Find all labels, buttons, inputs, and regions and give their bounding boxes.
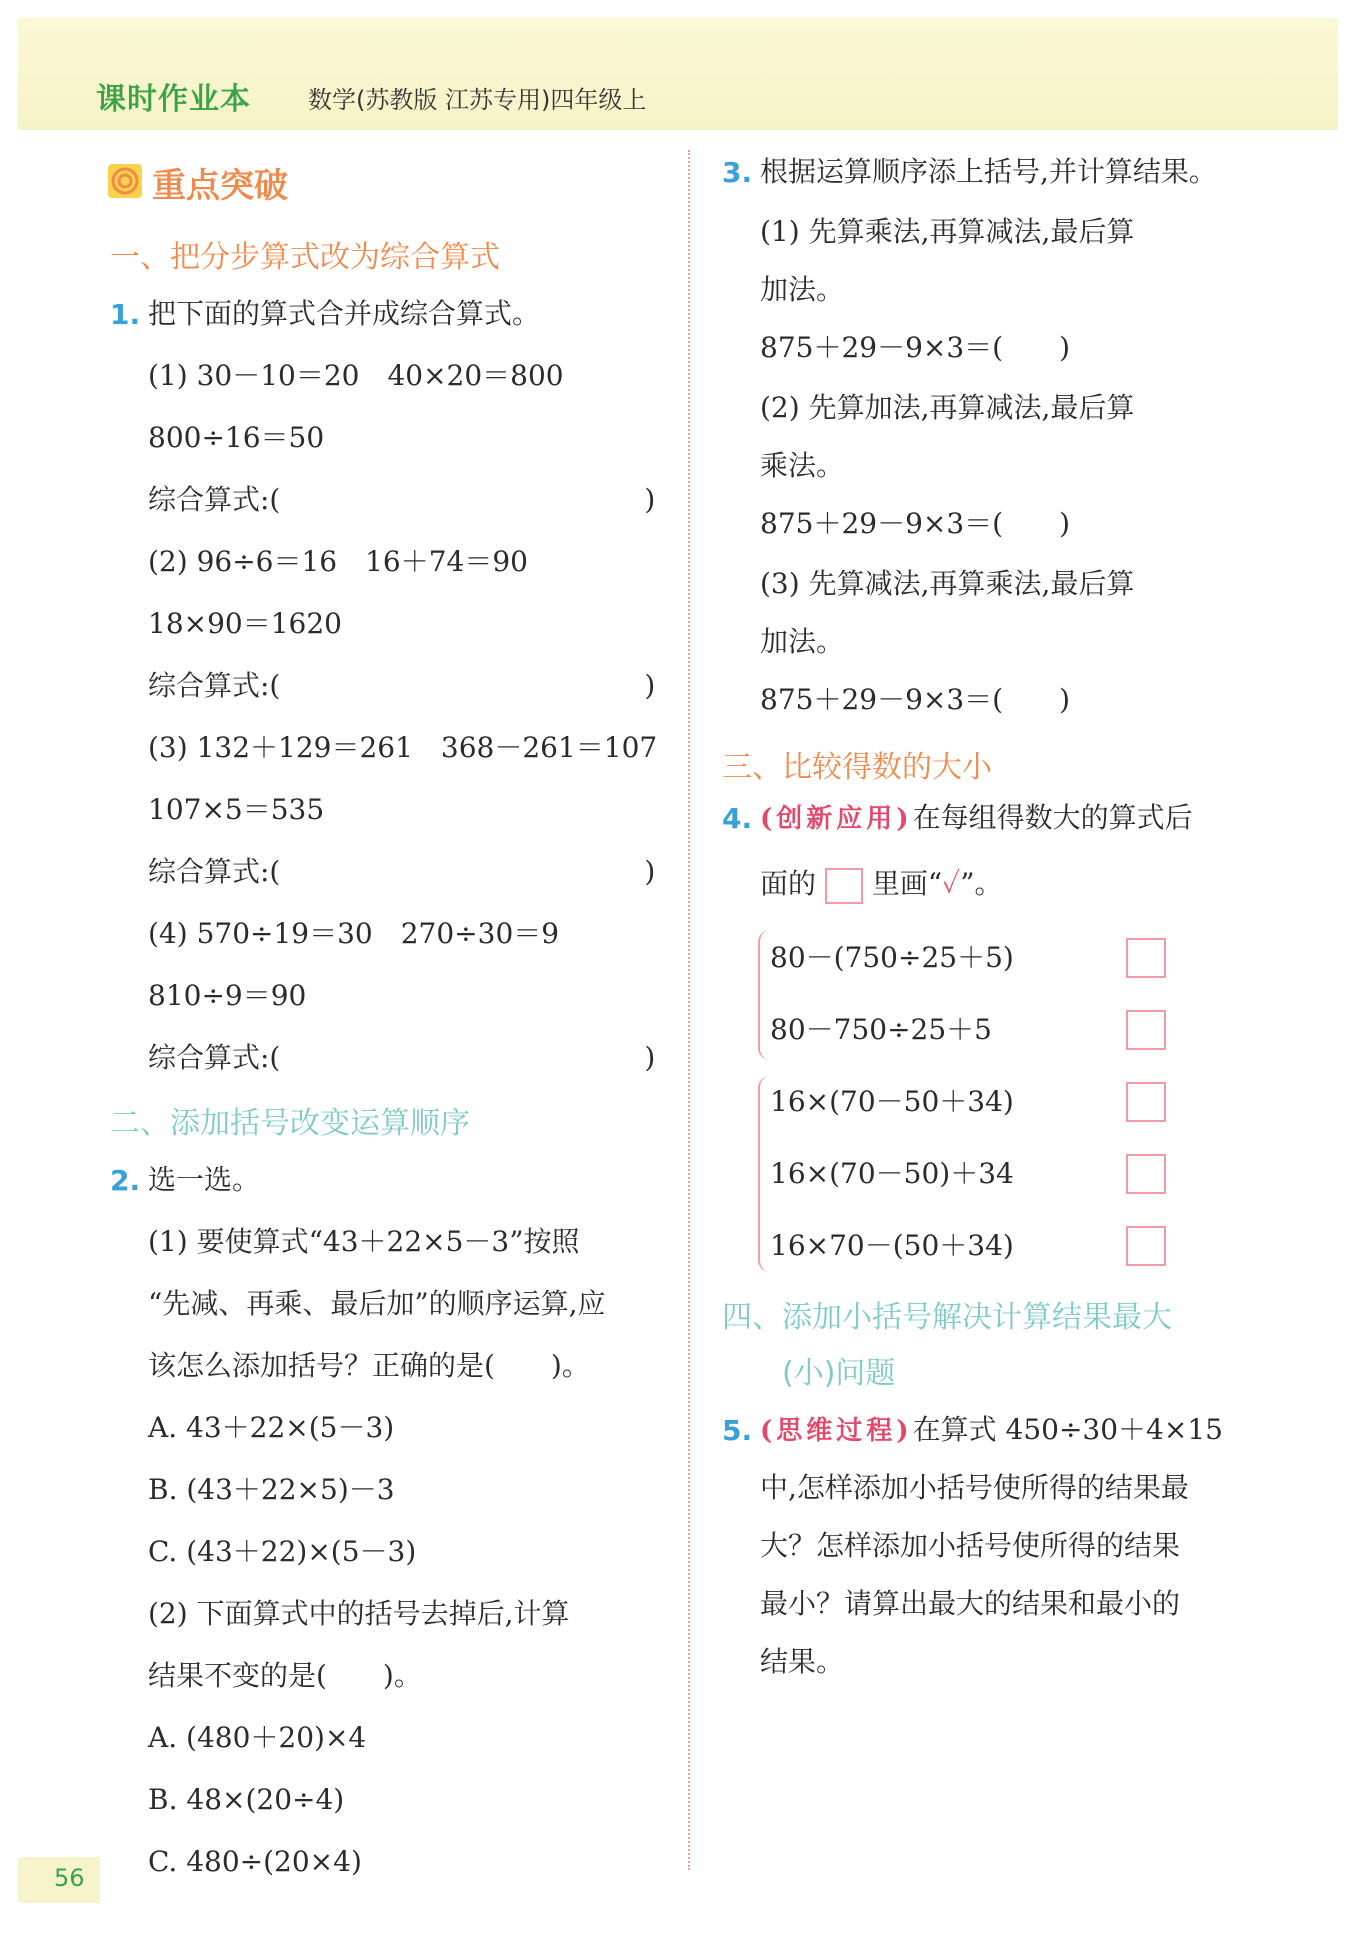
book-subtitle: 数学(苏教版 江苏专用)四年级上 (308, 86, 647, 114)
q2-prompt: 选一选。 (148, 1163, 261, 1196)
q2-sub2-option-c: C. 480÷(20×4) (148, 1845, 362, 1878)
q1-item2-line2: 18×90＝1620 (148, 607, 342, 640)
q3-item3-line2: 加法。 (760, 625, 845, 658)
q1-item4-line2: 810÷9＝90 (148, 979, 307, 1012)
q4-number: 4. (722, 802, 753, 835)
q5-line2: 中,怎样添加小括号使所得的结果最 (760, 1471, 1189, 1504)
q4-group2-expr2: 16×(70－50)＋34 (770, 1157, 1014, 1190)
column-divider (688, 150, 690, 1870)
section-heading: 重点突破 (152, 166, 288, 206)
q4-group2-box2[interactable] (1126, 1154, 1166, 1194)
q1-item4-answer: 综合算式:( ) (148, 1041, 656, 1074)
q5-tag: (思维过程) (760, 1416, 913, 1446)
q3-item2-expr: 875＋29－9×3＝( ) (760, 507, 1071, 540)
page-number: 56 (54, 1864, 85, 1892)
q5-number: 5. (722, 1414, 753, 1447)
q4-group2-expr1: 16×(70－50＋34) (770, 1085, 1014, 1118)
q4-prompt-line1 (760, 800, 1193, 837)
q2-sub1-line3: 该怎么添加括号？正确的是( )。 (148, 1349, 590, 1382)
q5-line1 (760, 1412, 1223, 1449)
part1-title: 一、把分步算式改为综合算式 (110, 240, 500, 275)
q4-group2-box3[interactable] (1126, 1226, 1166, 1266)
q2-sub1-option-a: A. 43＋22×(5－3) (148, 1411, 395, 1444)
target-icon (108, 164, 142, 198)
q2-sub2-option-b: B. 48×(20÷4) (148, 1783, 345, 1816)
q3-item3-expr: 875＋29－9×3＝( ) (760, 683, 1071, 716)
q3-item1-line2: 加法。 (760, 273, 845, 306)
part2-title: 二、添加括号改变运算顺序 (110, 1106, 470, 1141)
book-brand: 课时作业本 (96, 82, 251, 117)
part4-title-line1: 四、添加小括号解决计算结果最大 (722, 1300, 1172, 1335)
part4-title-line2: (小)问题 (782, 1356, 896, 1391)
part3-title: 三、比较得数的大小 (722, 750, 992, 785)
q3-item3-line1: (3) 先算减法,再算乘法,最后算 (760, 567, 1135, 600)
q3-item2-line2: 乘法。 (760, 449, 845, 482)
q1-item1-answer: 综合算式:( ) (148, 483, 656, 516)
q1-item3-line1: (3) 132＋129＝261 368－261＝107 (148, 731, 658, 764)
q4-group1-expr1: 80－(750÷25＋5) (770, 941, 1014, 974)
q1-item3-line2: 107×5＝535 (148, 793, 325, 826)
q4-prompt: 在每组得数大的算式后 (912, 801, 1193, 834)
q1-item4-line1: (4) 570÷19＝30 270÷30＝9 (148, 917, 560, 950)
q2-sub2-option-a: A. (480＋20)×4 (148, 1721, 367, 1754)
q4-group1-box1[interactable] (1126, 938, 1166, 978)
q1-item2-line1: (2) 96÷6＝16 16＋74＝90 (148, 545, 528, 578)
q1-prompt: 把下面的算式合并成综合算式。 (148, 297, 541, 330)
q2-sub1-line2: “先减、再乘、最后加”的顺序运算,应 (148, 1287, 606, 1320)
q4-prompt-line2 (760, 866, 1003, 904)
q2-sub1-option-c: C. (43＋22)×(5－3) (148, 1535, 417, 1568)
q1-item3-answer: 综合算式:( ) (148, 855, 656, 888)
q1-item2-answer: 综合算式:( ) (148, 669, 656, 702)
answer-box-sample (825, 868, 863, 904)
q1-item1-line1: (1) 30－10＝20 40×20＝800 (148, 359, 564, 392)
q3-number: 3. (722, 156, 753, 189)
q2-sub2-line2: 结果不变的是( )。 (148, 1659, 422, 1692)
q3-item1-line1: (1) 先算乘法,再算减法,最后算 (760, 215, 1135, 248)
q3-item1-expr: 875＋29－9×3＝( ) (760, 331, 1071, 364)
q4-text-b: 里画“ (871, 867, 943, 900)
q4-group2-expr3: 16×70－(50＋34) (770, 1229, 1014, 1262)
q4-group1-expr2: 80－750÷25＋5 (770, 1013, 992, 1046)
q1-number: 1. (110, 298, 141, 331)
q3-item2-line1: (2) 先算加法,再算减法,最后算 (760, 391, 1135, 424)
q5-line5: 结果。 (760, 1645, 845, 1678)
q2-sub2-line1: (2) 下面算式中的括号去掉后,计算 (148, 1597, 570, 1630)
q4-text-c: ”。 (960, 867, 1003, 900)
group1-brace (758, 930, 770, 1060)
q5-line3: 大？怎样添加小括号使所得的结果 (760, 1529, 1181, 1562)
q2-sub1-line1: (1) 要使算式“43＋22×5－3”按照 (148, 1225, 580, 1258)
q3-prompt: 根据运算顺序添上括号,并计算结果。 (760, 155, 1217, 188)
q2-number: 2. (110, 1164, 141, 1197)
check-icon: ✓ (942, 867, 961, 900)
q5-text-1: 在算式 450÷30＋4×15 (912, 1413, 1223, 1446)
group2-brace (758, 1076, 770, 1272)
q4-text-a: 面的 (760, 867, 817, 900)
q4-group2-box1[interactable] (1126, 1082, 1166, 1122)
q1-item1-line2: 800÷16＝50 (148, 421, 325, 454)
q4-tag: (创新应用) (760, 804, 913, 834)
q5-line4: 最小？请算出最大的结果和最小的 (760, 1587, 1181, 1620)
q4-group1-box2[interactable] (1126, 1010, 1166, 1050)
q2-sub1-option-b: B. (43＋22×5)－3 (148, 1473, 395, 1506)
